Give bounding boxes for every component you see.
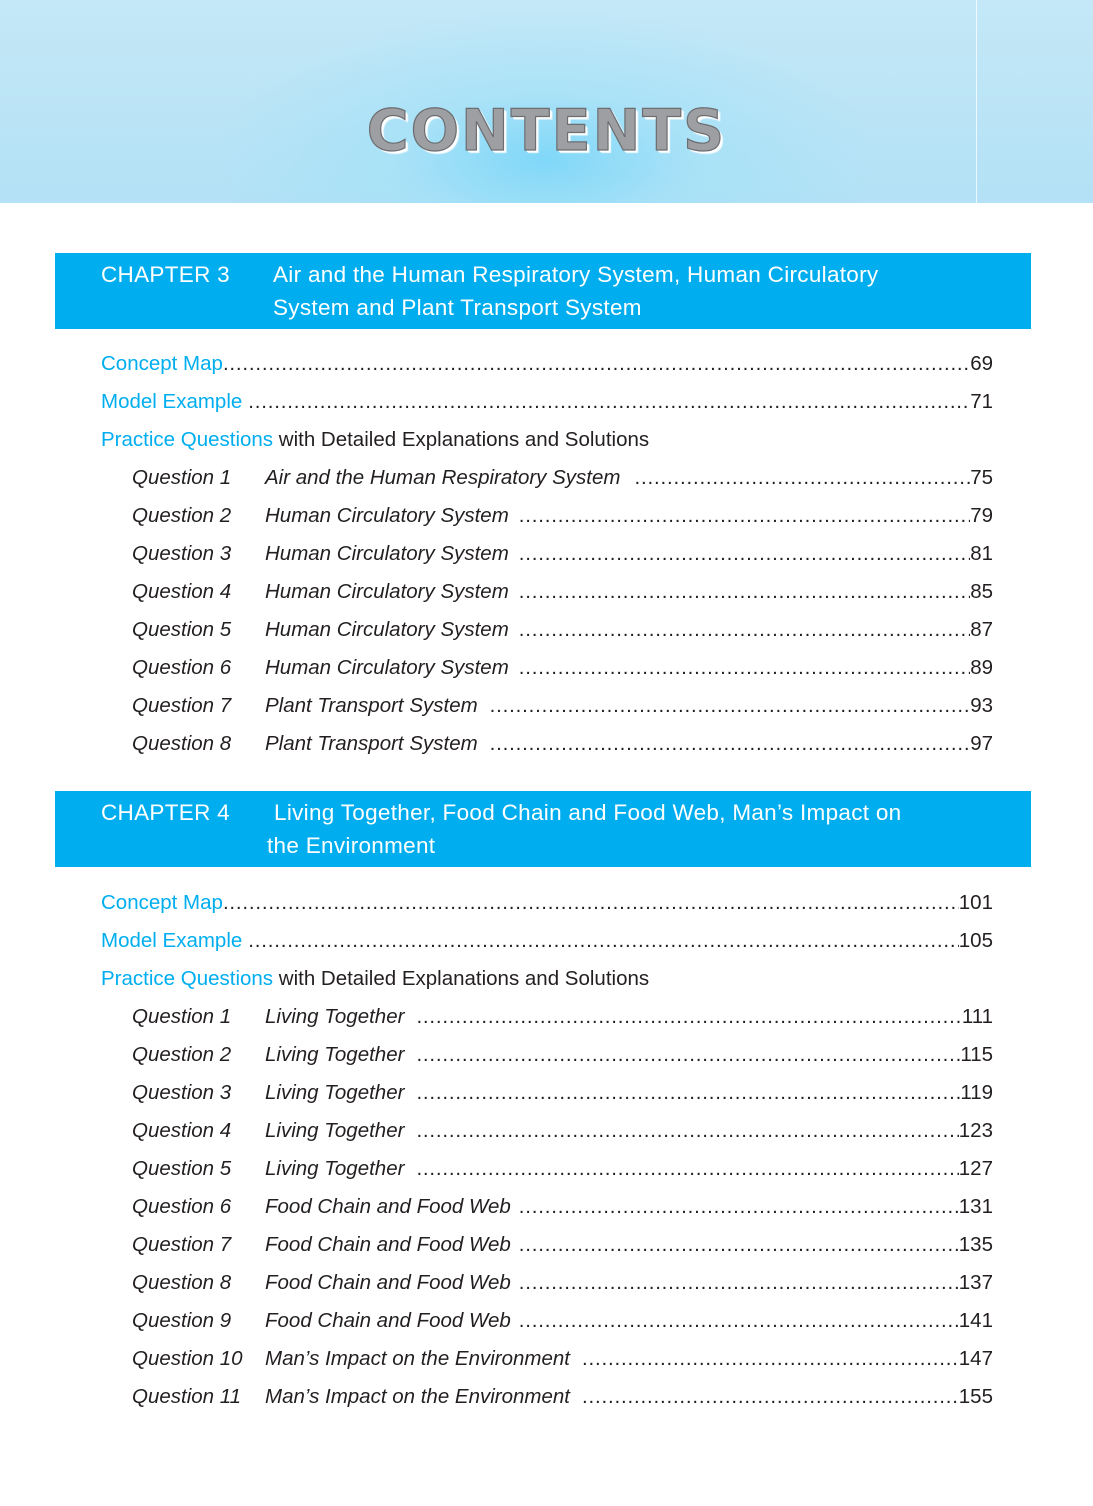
question-title: Man’s Impact on the Environment: [265, 1347, 570, 1370]
question-title: Plant Transport System: [265, 694, 478, 717]
page-number: 79: [970, 504, 993, 527]
entry-label: Model Example: [101, 390, 243, 413]
question-number: Question 1: [132, 466, 232, 489]
toc-entry-question[interactable]: [132, 1001, 993, 1033]
question-title: Human Circulatory System: [265, 580, 509, 603]
chapter-label: CHAPTER 4: [101, 800, 230, 825]
page-number: 89: [970, 656, 993, 679]
question-title: Living Together: [265, 1119, 405, 1142]
question-title: Food Chain and Food Web: [265, 1233, 511, 1256]
question-title: Food Chain and Food Web: [265, 1271, 511, 1294]
practice-questions-heading: [101, 963, 993, 995]
page-number: 141: [958, 1309, 993, 1332]
page-number: 69: [970, 352, 993, 375]
page-number: 87: [970, 618, 993, 641]
dot-leader: [519, 652, 970, 684]
dot-leader: [519, 538, 970, 570]
toc-entry-question[interactable]: [132, 576, 993, 608]
chapter-3-banner: [55, 253, 1031, 329]
entry-label: Concept Map: [101, 891, 223, 914]
page-number: 123: [958, 1119, 993, 1142]
question-title: Living Together: [265, 1081, 405, 1104]
dot-leader: [248, 925, 958, 957]
dot-leader: [582, 1381, 959, 1413]
practice-suffix: with Detailed Explanations and Solutions: [273, 428, 650, 451]
question-number: Question 5: [132, 1157, 232, 1180]
toc-entry-question[interactable]: [132, 1343, 993, 1375]
entry-label: Model Example: [101, 929, 243, 952]
question-title: Man’s Impact on the Environment: [265, 1385, 570, 1408]
question-title: Food Chain and Food Web: [265, 1195, 511, 1218]
question-title: Living Together: [265, 1157, 405, 1180]
dot-leader: [416, 1039, 960, 1071]
page-number: 111: [961, 1005, 993, 1028]
question-title: Food Chain and Food Web: [265, 1309, 511, 1332]
page-number: 127: [958, 1157, 993, 1180]
page-number: 119: [960, 1081, 993, 1104]
page-number: 137: [958, 1271, 993, 1294]
page-number: 115: [960, 1043, 993, 1066]
page-number: 101: [958, 891, 993, 914]
toc-entry-question[interactable]: [132, 1115, 993, 1147]
practice-questions-heading: [101, 424, 993, 456]
toc-entry-question[interactable]: [132, 1267, 993, 1299]
toc-entry-question[interactable]: [132, 538, 993, 570]
chapter-4-banner: [55, 791, 1031, 867]
dot-leader: [634, 462, 970, 494]
dot-leader: [582, 1343, 959, 1375]
question-title: Living Together: [265, 1043, 405, 1066]
dot-leader: [416, 1115, 958, 1147]
dot-leader: [248, 386, 970, 418]
question-number: Question 8: [132, 1271, 232, 1294]
page-number: 85: [970, 580, 993, 603]
dot-leader: [519, 1229, 959, 1261]
dot-leader: [519, 576, 970, 608]
dot-leader: [519, 614, 970, 646]
question-number: Question 10: [132, 1347, 243, 1370]
dot-leader: [490, 690, 971, 722]
toc-entry-question[interactable]: [132, 728, 993, 760]
dot-leader: [416, 1153, 958, 1185]
page-number: 71: [970, 390, 993, 413]
question-number: Question 6: [132, 1195, 232, 1218]
dot-leader: [223, 348, 970, 380]
toc-entry-question[interactable]: [132, 1381, 993, 1413]
practice-label: Practice Questions: [101, 428, 274, 451]
question-title: Human Circulatory System: [265, 618, 509, 641]
toc-entry-question[interactable]: [132, 1153, 993, 1185]
page-number: 135: [958, 1233, 993, 1256]
page-number: 147: [958, 1347, 993, 1370]
dot-leader: [416, 1077, 960, 1109]
toc-entry-question[interactable]: [132, 1077, 993, 1109]
chapter-label: CHAPTER 3: [101, 262, 230, 287]
chapter-title-line-1: Air and the Human Respiratory System, Human Circulatory: [273, 262, 879, 287]
dot-leader: [223, 887, 959, 919]
question-number: Question 3: [132, 1081, 232, 1104]
dot-leader: [416, 1001, 961, 1033]
question-number: Question 2: [132, 1043, 232, 1066]
toc-entry-question[interactable]: [132, 500, 993, 532]
question-number: Question 3: [132, 542, 232, 565]
toc-entry-question[interactable]: [132, 1305, 993, 1337]
question-number: Question 8: [132, 732, 232, 755]
entry-label: Concept Map: [101, 352, 223, 375]
practice-label: Practice Questions: [101, 967, 274, 990]
question-number: Question 2: [132, 504, 232, 527]
page-number: 97: [970, 732, 993, 755]
question-title: Plant Transport System: [265, 732, 478, 755]
toc-entry-question[interactable]: [132, 1229, 993, 1261]
question-number: Question 9: [132, 1309, 232, 1332]
question-title: Human Circulatory System: [265, 542, 509, 565]
question-title: Air and the Human Respiratory System: [265, 466, 621, 489]
toc-entry-question[interactable]: [132, 652, 993, 684]
question-number: Question 6: [132, 656, 232, 679]
chapter-title-line-2: System and Plant Transport System: [273, 295, 642, 320]
page-title: CONTENTS: [366, 98, 727, 164]
toc-entry-question[interactable]: [132, 614, 993, 646]
question-number: Question 11: [132, 1385, 242, 1408]
toc-entry-model-example[interactable]: [101, 386, 993, 418]
question-number: Question 4: [132, 1119, 232, 1142]
toc-entry-question[interactable]: [132, 1039, 993, 1071]
page-number: 75: [970, 466, 993, 489]
dot-leader: [519, 500, 970, 532]
toc-entry-question[interactable]: [132, 1191, 993, 1223]
dot-leader: [519, 1191, 959, 1223]
question-number: Question 7: [132, 694, 232, 717]
question-number: Question 4: [132, 580, 232, 603]
toc-entry-concept-map[interactable]: [101, 887, 993, 919]
practice-suffix: with Detailed Explanations and Solutions: [273, 967, 650, 990]
question-number: Question 5: [132, 618, 232, 641]
question-number: Question 7: [132, 1233, 232, 1256]
page-number: 93: [970, 694, 993, 717]
toc-entry-concept-map[interactable]: [101, 348, 993, 380]
dot-leader: [519, 1305, 959, 1337]
dot-leader: [519, 1267, 959, 1299]
page-number: 105: [958, 929, 993, 952]
question-title: Living Together: [265, 1005, 405, 1028]
chapter-title-line-1: Living Together, Food Chain and Food Web, Man’s Impact on: [274, 800, 902, 825]
dot-leader: [490, 728, 971, 760]
page-number: 155: [958, 1385, 993, 1408]
question-title: Human Circulatory System: [265, 656, 509, 679]
toc-entry-question[interactable]: [132, 690, 993, 722]
question-title: Human Circulatory System: [265, 504, 509, 527]
toc-entry-model-example[interactable]: [101, 925, 993, 957]
page-number: 131: [958, 1195, 993, 1218]
header-banner: [0, 0, 1093, 203]
page-number: 81: [970, 542, 993, 565]
toc-entry-question[interactable]: [132, 462, 993, 494]
chapter-title-line-2: the Environment: [267, 833, 436, 858]
question-number: Question 1: [132, 1005, 232, 1028]
